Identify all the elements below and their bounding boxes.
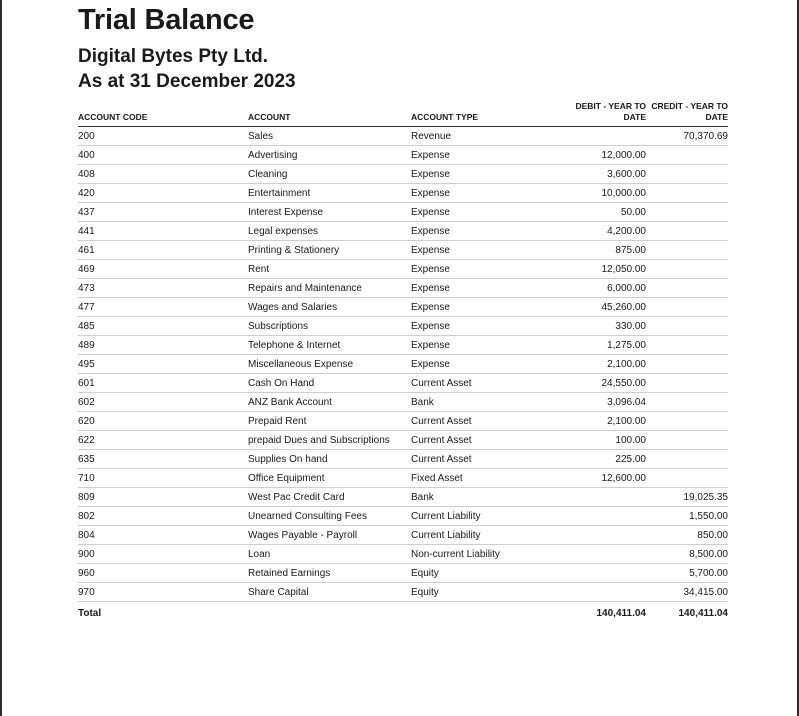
account-name-cell: Rent — [248, 260, 411, 279]
debit-cell — [573, 545, 646, 564]
account-type-cell: Expense — [411, 241, 573, 260]
debit-cell: 10,000.00 — [573, 184, 646, 203]
table-row — [78, 564, 728, 583]
table-row — [78, 165, 728, 184]
table-row — [78, 203, 728, 222]
debit-cell — [573, 488, 646, 507]
credit-cell: 70,370.69 — [646, 127, 728, 146]
total-label: Total — [78, 607, 102, 619]
left-window-border — [0, 0, 2, 716]
account-name-cell: Office Equipment — [248, 469, 411, 488]
account-code-cell: 477 — [78, 298, 248, 317]
account-name-cell: Supplies On hand — [248, 450, 411, 469]
debit-cell: 6,000.00 — [573, 279, 646, 298]
table-row — [78, 184, 728, 203]
debit-cell: 3,600.00 — [573, 165, 646, 184]
account-type-cell: Expense — [411, 146, 573, 165]
total-credit: 140,411.04 — [678, 607, 728, 619]
credit-cell — [646, 355, 728, 374]
account-name-cell: Subscriptions — [248, 317, 411, 336]
account-type-cell: Non-current Liability — [411, 545, 573, 564]
account-code-cell: 485 — [78, 317, 248, 336]
account-code-cell: 469 — [78, 260, 248, 279]
debit-cell — [573, 127, 646, 146]
account-code-cell: 200 — [78, 127, 248, 146]
account-name-cell: Telephone & Internet — [248, 336, 411, 355]
account-type-cell: Expense — [411, 260, 573, 279]
account-name-cell: Prepaid Rent — [248, 412, 411, 431]
credit-cell — [646, 184, 728, 203]
account-type-cell: Expense — [411, 184, 573, 203]
report-title: Trial Balance — [78, 4, 255, 36]
account-code-cell: 408 — [78, 165, 248, 184]
credit-cell — [646, 222, 728, 241]
account-code-cell: 489 — [78, 336, 248, 355]
debit-cell: 3,096.04 — [573, 393, 646, 412]
account-code-cell: 400 — [78, 146, 248, 165]
header-account: ACCOUNT — [248, 101, 411, 127]
account-type-cell: Equity — [411, 564, 573, 583]
credit-cell: 5,700.00 — [646, 564, 728, 583]
credit-cell — [646, 260, 728, 279]
debit-cell: 45,260.00 — [573, 298, 646, 317]
account-code-cell: 960 — [78, 564, 248, 583]
debit-cell: 100.00 — [573, 431, 646, 450]
account-type-cell: Expense — [411, 203, 573, 222]
account-code-cell: 461 — [78, 241, 248, 260]
account-name-cell: Printing & Stationery — [248, 241, 411, 260]
debit-cell: 225.00 — [573, 450, 646, 469]
table-row — [78, 393, 728, 412]
trial-balance-report — [78, 0, 728, 624]
account-name-cell: Legal expenses — [248, 222, 411, 241]
total-account-empty — [248, 602, 411, 625]
total-type-empty — [411, 602, 573, 625]
account-type-cell: Current Asset — [411, 431, 573, 450]
credit-cell: 34,415.00 — [646, 583, 728, 602]
table-header-row — [78, 101, 728, 127]
credit-cell: 1,550.00 — [646, 507, 728, 526]
account-name-cell: Interest Expense — [248, 203, 411, 222]
credit-cell — [646, 279, 728, 298]
account-name-cell: Cash On Hand — [248, 374, 411, 393]
header-debit-ytd: DEBIT - YEAR TO DATE — [573, 101, 646, 127]
debit-cell: 875.00 — [573, 241, 646, 260]
credit-cell — [646, 450, 728, 469]
credit-cell: 19,025.35 — [646, 488, 728, 507]
account-code-cell: 804 — [78, 526, 248, 545]
company-name: Digital Bytes Pty Ltd. — [78, 46, 269, 67]
account-code-cell: 970 — [78, 583, 248, 602]
account-type-cell: Expense — [411, 317, 573, 336]
table-row — [78, 241, 728, 260]
account-type-cell: Bank — [411, 488, 573, 507]
account-type-cell: Expense — [411, 336, 573, 355]
account-code-cell: 473 — [78, 279, 248, 298]
account-name-cell: prepaid Dues and Subscriptions — [248, 431, 411, 450]
credit-cell — [646, 203, 728, 222]
account-code-cell: 441 — [78, 222, 248, 241]
table-row — [78, 507, 728, 526]
account-type-cell: Current Asset — [411, 450, 573, 469]
debit-cell: 330.00 — [573, 317, 646, 336]
debit-cell: 12,000.00 — [573, 146, 646, 165]
debit-cell — [573, 526, 646, 545]
debit-cell: 2,100.00 — [573, 412, 646, 431]
account-code-cell: 602 — [78, 393, 248, 412]
debit-cell: 24,550.00 — [573, 374, 646, 393]
trial-balance-table — [78, 101, 728, 624]
account-name-cell: Wages and Salaries — [248, 298, 411, 317]
account-code-cell: 495 — [78, 355, 248, 374]
table-row — [78, 412, 728, 431]
account-name-cell: Retained Earnings — [248, 564, 411, 583]
debit-cell — [573, 564, 646, 583]
account-code-cell: 809 — [78, 488, 248, 507]
account-code-cell: 620 — [78, 412, 248, 431]
account-name-cell: ANZ Bank Account — [248, 393, 411, 412]
account-name-cell: Unearned Consulting Fees — [248, 507, 411, 526]
table-row — [78, 336, 728, 355]
account-code-cell: 710 — [78, 469, 248, 488]
credit-cell — [646, 336, 728, 355]
account-name-cell: Advertising — [248, 146, 411, 165]
account-name-cell: West Pac Credit Card — [248, 488, 411, 507]
credit-cell — [646, 298, 728, 317]
table-body — [78, 127, 728, 602]
account-code-cell: 802 — [78, 507, 248, 526]
account-type-cell: Expense — [411, 222, 573, 241]
table-row — [78, 450, 728, 469]
table-row — [78, 526, 728, 545]
table-row — [78, 488, 728, 507]
debit-cell: 1,275.00 — [573, 336, 646, 355]
credit-cell — [646, 393, 728, 412]
header-account-code: ACCOUNT CODE — [78, 101, 248, 127]
credit-cell — [646, 469, 728, 488]
account-type-cell: Fixed Asset — [411, 469, 573, 488]
table-row — [78, 298, 728, 317]
account-type-cell: Expense — [411, 355, 573, 374]
table-row — [78, 260, 728, 279]
account-name-cell: Repairs and Maintenance — [248, 279, 411, 298]
debit-cell: 12,600.00 — [573, 469, 646, 488]
account-type-cell: Current Asset — [411, 412, 573, 431]
total-row — [78, 602, 728, 625]
account-type-cell: Current Liability — [411, 526, 573, 545]
account-type-cell: Expense — [411, 298, 573, 317]
total-debit: 140,411.04 — [596, 607, 646, 619]
account-name-cell: Entertainment — [248, 184, 411, 203]
table-row — [78, 317, 728, 336]
debit-cell: 50.00 — [573, 203, 646, 222]
table-row — [78, 127, 728, 146]
table-row — [78, 222, 728, 241]
header-credit-ytd: CREDIT - YEAR TO DATE — [646, 101, 728, 127]
debit-cell — [573, 507, 646, 526]
table-row — [78, 583, 728, 602]
credit-cell: 850.00 — [646, 526, 728, 545]
table-row — [78, 469, 728, 488]
credit-cell — [646, 431, 728, 450]
credit-cell — [646, 317, 728, 336]
account-name-cell: Wages Payable - Payroll — [248, 526, 411, 545]
debit-cell — [573, 583, 646, 602]
account-name-cell: Share Capital — [248, 583, 411, 602]
table-row — [78, 374, 728, 393]
credit-cell — [646, 146, 728, 165]
account-type-cell: Revenue — [411, 127, 573, 146]
account-type-cell: Current Asset — [411, 374, 573, 393]
account-name-cell: Cleaning — [248, 165, 411, 184]
table-row — [78, 279, 728, 298]
credit-cell — [646, 241, 728, 260]
account-name-cell: Sales — [248, 127, 411, 146]
account-type-cell: Bank — [411, 393, 573, 412]
table-row — [78, 545, 728, 564]
header-account-type: ACCOUNT TYPE — [411, 101, 573, 127]
report-date: As at 31 December 2023 — [78, 71, 296, 92]
account-name-cell: Loan — [248, 545, 411, 564]
account-code-cell: 420 — [78, 184, 248, 203]
account-code-cell: 900 — [78, 545, 248, 564]
account-type-cell: Equity — [411, 583, 573, 602]
debit-cell: 2,100.00 — [573, 355, 646, 374]
account-type-cell: Expense — [411, 165, 573, 184]
credit-cell — [646, 165, 728, 184]
account-code-cell: 635 — [78, 450, 248, 469]
credit-cell — [646, 412, 728, 431]
account-code-cell: 622 — [78, 431, 248, 450]
account-type-cell: Current Liability — [411, 507, 573, 526]
account-code-cell: 437 — [78, 203, 248, 222]
account-name-cell: Miscellaneous Expense — [248, 355, 411, 374]
debit-cell: 4,200.00 — [573, 222, 646, 241]
table-row — [78, 355, 728, 374]
account-code-cell: 601 — [78, 374, 248, 393]
account-type-cell: Expense — [411, 279, 573, 298]
credit-cell: 8,500.00 — [646, 545, 728, 564]
table-row — [78, 146, 728, 165]
debit-cell: 12,050.00 — [573, 260, 646, 279]
table-row — [78, 431, 728, 450]
credit-cell — [646, 374, 728, 393]
